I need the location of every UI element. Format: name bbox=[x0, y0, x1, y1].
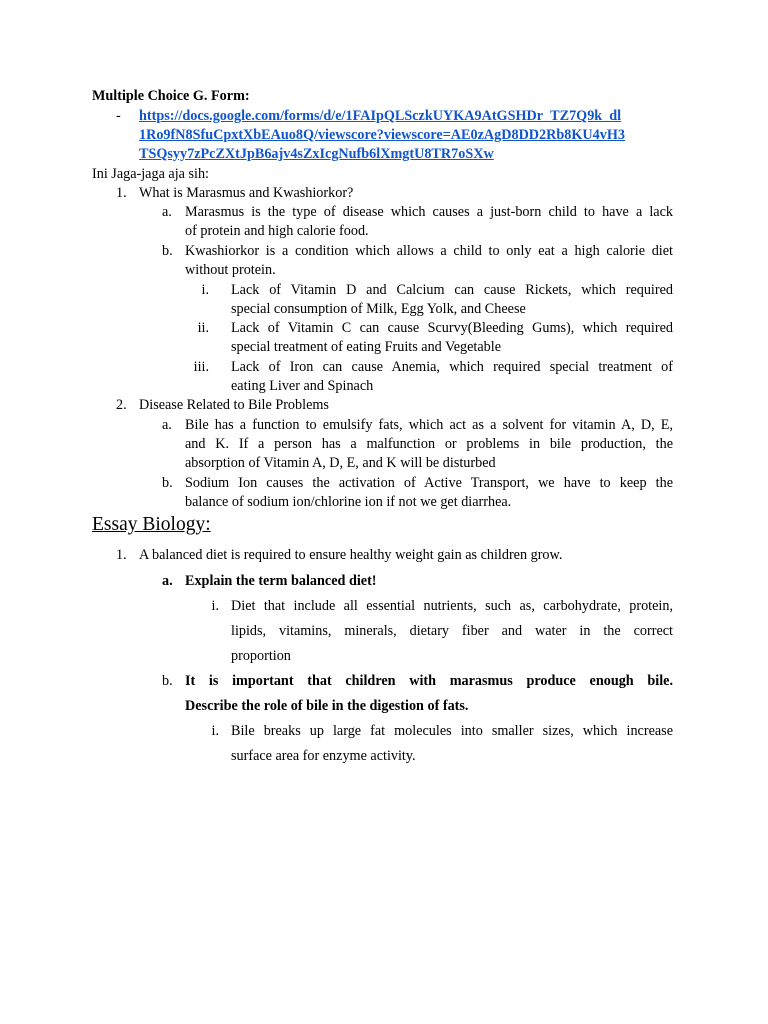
item-marker: a. bbox=[162, 573, 173, 589]
answer-line: Lack of Vitamin C can cause Scurvy(Bleeding Gums), which required bbox=[231, 320, 673, 336]
answer-line: Marasmus is the type of disease which causes a just-born child to have a lack bbox=[185, 204, 673, 220]
item-marker: b. bbox=[162, 243, 173, 259]
item-marker: a. bbox=[162, 417, 172, 433]
answer-line: Bile has a function to emulsify fats, which act as a solvent for vitamin A, D, E, bbox=[185, 417, 673, 433]
subitem-marker: ii. bbox=[197, 320, 209, 336]
question-number: 1. bbox=[116, 547, 127, 563]
question-text: A balanced diet is required to ensure healthy weight gain as children grow. bbox=[139, 547, 563, 563]
item-marker: a. bbox=[162, 204, 172, 220]
mc-form-title: Multiple Choice G. Form: bbox=[92, 88, 250, 104]
subitem-marker: i. bbox=[201, 282, 209, 298]
question-number: 2. bbox=[116, 397, 127, 413]
answer-line: and K. If a person has a malfunction or problems in bile production, the bbox=[185, 436, 673, 452]
subitem-marker: i. bbox=[211, 723, 219, 739]
subitem-marker: i. bbox=[211, 598, 219, 614]
answer-line: Bile breaks up large fat molecules into smaller sizes, which increase bbox=[231, 723, 673, 739]
form-link-line-1[interactable]: https://docs.google.com/forms/d/e/1FAIpQLSczkUYKA9AtGSHDr_TZ7Q9k_dl bbox=[139, 108, 622, 124]
answer-line: of protein and high calorie food. bbox=[185, 223, 369, 239]
question-text: Disease Related to Bile Problems bbox=[139, 397, 329, 413]
answer-line: without protein. bbox=[185, 262, 276, 278]
question-number: 1. bbox=[116, 185, 127, 201]
answer-line: balance of sodium ion/chlorine ion if not we get diarrhea. bbox=[185, 494, 512, 510]
intro-text: Ini Jaga-jaga aja sih: bbox=[92, 166, 209, 182]
subitem-marker: iii. bbox=[193, 359, 209, 375]
form-link-line-3[interactable]: TSQsyy7zPcZXtJpB6ajv4sZxIcgNufb6lXmgtU8TR7oSXw bbox=[139, 146, 494, 162]
essay-subquestion: Describe the role of bile in the digestion of fats. bbox=[185, 698, 469, 714]
answer-line: Kwashiorkor is a condition which allows a child to only eat a high calorie diet bbox=[185, 243, 673, 259]
essay-subquestion: Explain the term balanced diet! bbox=[185, 573, 377, 589]
form-link-line-2[interactable]: 1Ro9fN8SfuCpxtXbEAuo8Q/viewscore?viewscore=AE0zAgD8DD2Rb8KU4vH3 bbox=[139, 127, 625, 143]
answer-line: Lack of Vitamin D and Calcium can cause Rickets, which required bbox=[231, 282, 673, 298]
answer-line: surface area for enzyme activity. bbox=[231, 748, 416, 764]
answer-line: eating Liver and Spinach bbox=[231, 378, 374, 394]
answer-line: Lack of Iron can cause Anemia, which required special treatment of bbox=[231, 359, 673, 375]
bullet-dash: - bbox=[116, 108, 121, 124]
answer-line: special consumption of Milk, Egg Yolk, and Cheese bbox=[231, 301, 526, 317]
question-text: What is Marasmus and Kwashiorkor? bbox=[139, 185, 354, 201]
answer-line: lipids, vitamins, minerals, dietary fiber and water in the correct bbox=[231, 623, 673, 639]
essay-heading: Essay Biology: bbox=[92, 514, 211, 535]
answer-line: proportion bbox=[231, 648, 291, 664]
essay-subquestion: It is important that children with marasmus produce enough bile. bbox=[185, 673, 673, 689]
item-marker: b. bbox=[162, 673, 173, 689]
answer-line: special treatment of eating Fruits and Vegetable bbox=[231, 339, 501, 355]
answer-line: Diet that include all essential nutrients, such as, carbohydrate, protein, bbox=[231, 598, 673, 614]
item-marker: b. bbox=[162, 475, 173, 491]
answer-line: Sodium Ion causes the activation of Active Transport, we have to keep the bbox=[185, 475, 673, 491]
answer-line: absorption of Vitamin A, D, E, and K will be disturbed bbox=[185, 455, 496, 471]
